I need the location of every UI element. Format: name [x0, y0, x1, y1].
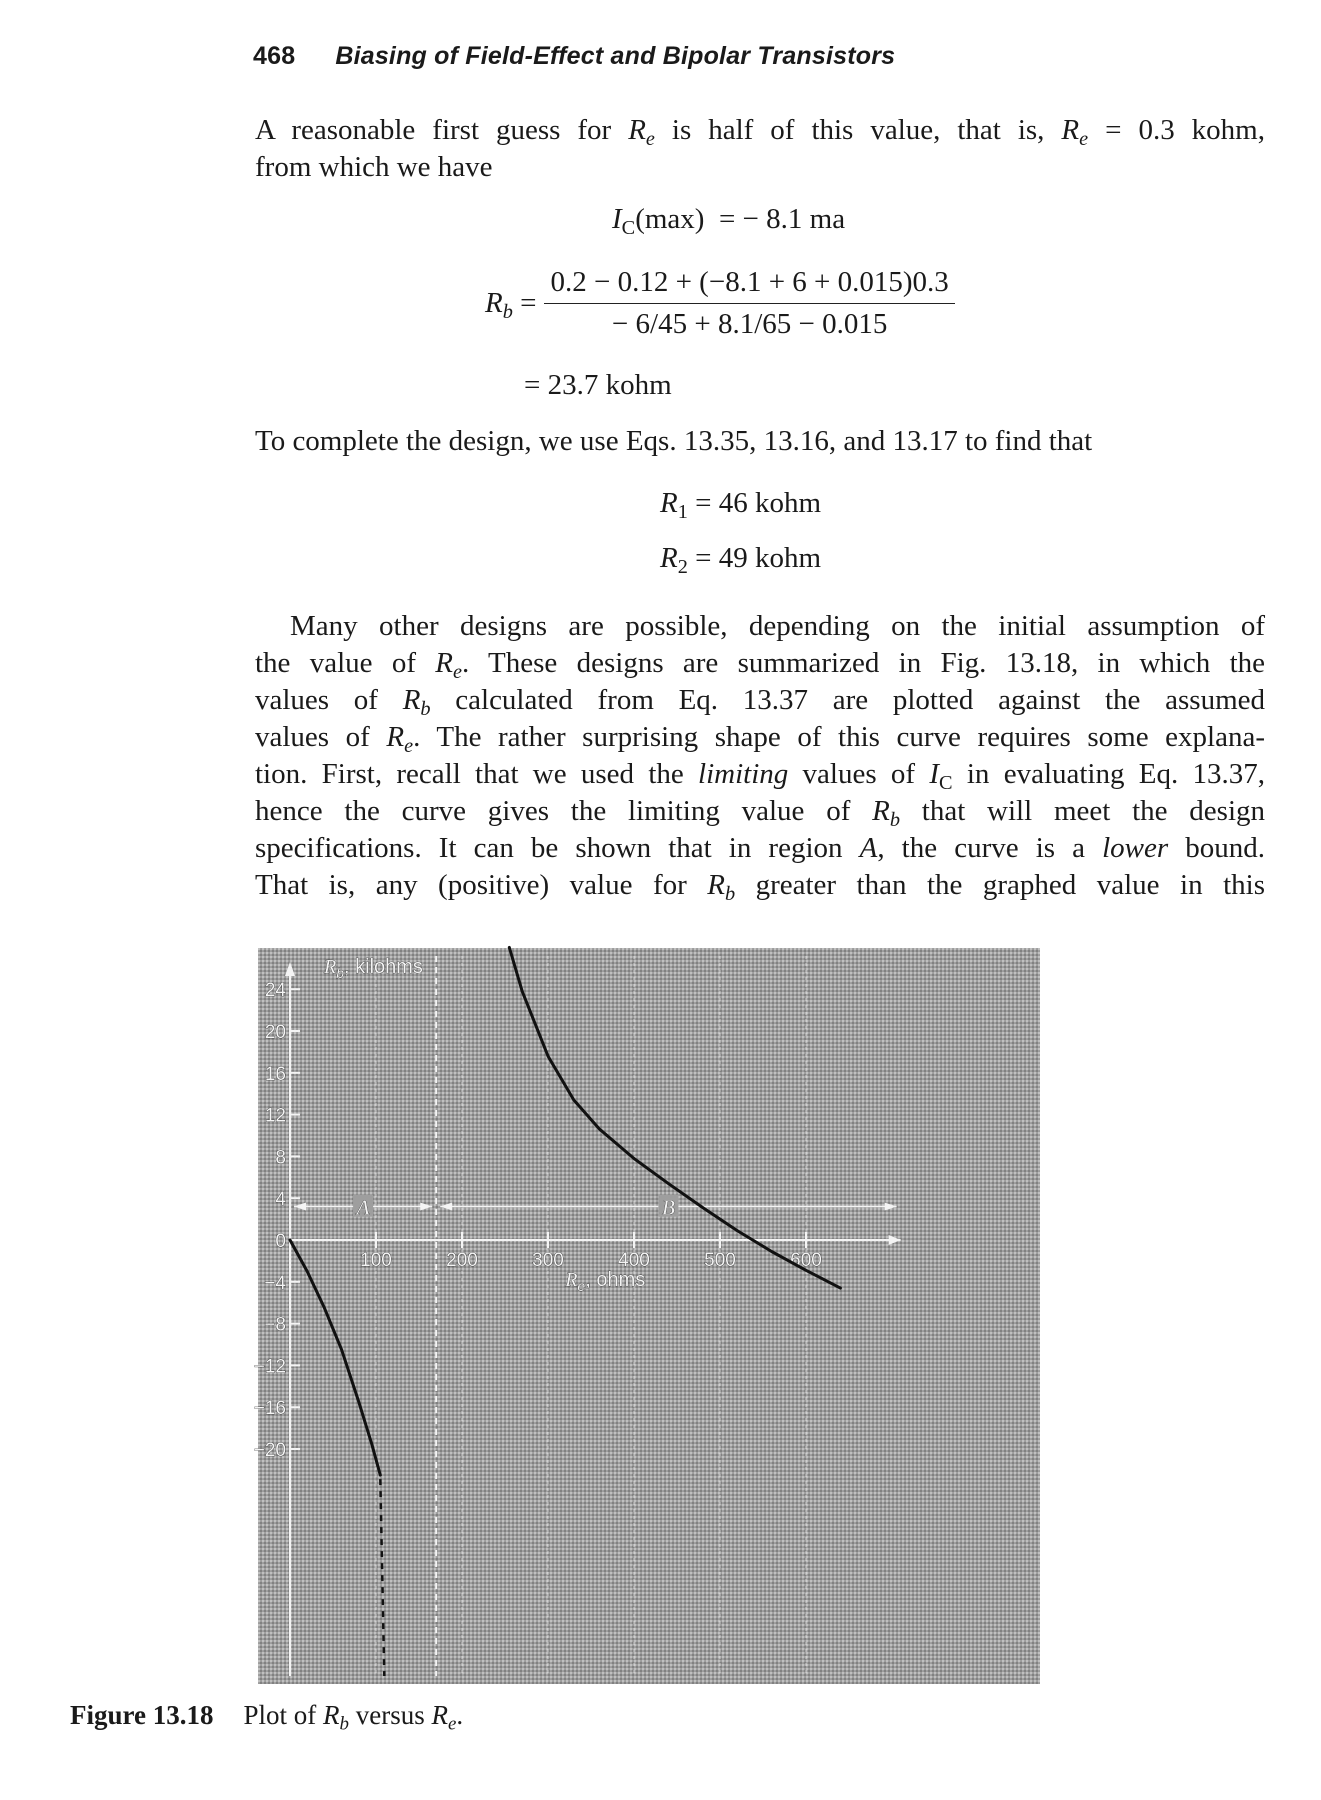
x-axis-label: $R_e$, ohms — [565, 1269, 646, 1294]
denominator: − 6/45 + 8.1/65 − 0.015 — [611, 308, 888, 340]
paragraph-line: That is, any (positive) value for $R_b$ greater than the graphed value in this — [255, 869, 1265, 906]
y-tick-label: −12 — [253, 1356, 286, 1378]
paragraph-intro — [255, 112, 1265, 186]
region-label: A — [356, 1195, 370, 1220]
paragraph-design — [255, 423, 1265, 460]
paragraph-line: Many other designs are possible, depending on the initial assumption of — [290, 610, 1265, 642]
caption-text: Plot of $R_b$ versus $R_e$. — [243, 1700, 464, 1735]
paragraph-line: from which we have — [255, 151, 493, 183]
equation-ic-max: $I_C(\max)$ = − 8.1 ma — [612, 203, 846, 240]
y-tick-label: 4 — [275, 1189, 286, 1211]
y-tick-label: 8 — [275, 1147, 286, 1169]
figure-label: Figure 13.18 — [70, 1700, 214, 1730]
x-tick-label: 500 — [704, 1250, 736, 1271]
region-arrowhead — [885, 1203, 897, 1211]
numerator: 0.2 − 0.12 + (−8.1 + 6 + 0.015)0.3 — [544, 266, 954, 304]
x-tick-label: 300 — [532, 1250, 564, 1271]
paragraph-line: values of $R_b$ calculated from Eq. 13.37 are plotted against the assumed — [255, 684, 1265, 721]
y-tick-label: 12 — [264, 1105, 286, 1127]
y-tick-label: −16 — [253, 1398, 286, 1420]
y-tick-label: 16 — [264, 1063, 286, 1085]
region-label: B — [661, 1195, 675, 1220]
paragraph-line: the value of $R_e$. These designs are summarized in Fig. 13.18, in which the — [255, 647, 1265, 684]
series-line-region-b — [509, 947, 840, 1288]
paragraph-line: values of $R_e$. The rather surprising shape of this curve requires some explana- — [255, 721, 1265, 758]
paragraph-line: hence the curve gives the limiting value of $R_b$ that will meet the design — [255, 795, 1266, 832]
y-tick-label: −4 — [264, 1272, 286, 1294]
y-tick-label: 24 — [264, 980, 286, 1002]
x-tick-label: 600 — [790, 1250, 822, 1271]
figure-13-18 — [253, 948, 1040, 1684]
y-tick-label: −8 — [264, 1314, 286, 1336]
y-axis-arrow — [285, 962, 295, 976]
equation-r1: $R_1 = 46$ kohm — [660, 487, 822, 524]
y-axis-label: $R_b$, kilohms — [324, 956, 423, 982]
fraction — [544, 266, 954, 341]
paragraph-line: tion. First, recall that we used the limiting values of $I_C$ in evaluating Eq. 13.37, — [255, 758, 1266, 795]
y-tick-label: −20 — [253, 1440, 286, 1461]
figure-caption — [70, 1700, 464, 1735]
paragraph-line: To complete the design, we use Eqs. 13.35, 13.16, and 13.17 to find that — [255, 425, 1093, 457]
equation-rb: $R_b$ = $\frac{0.2 - 0.12 + (-8.1 + 6 + 0.015)0.3}{- 6/45 + 8.1/65 - 0.015}$ — [485, 266, 955, 341]
x-tick-label: 400 — [618, 1250, 650, 1271]
region-arrowhead — [420, 1203, 432, 1211]
running-header — [253, 42, 895, 71]
series-continuation — [380, 1479, 384, 1676]
rb-vs-re-chart — [253, 948, 1040, 1684]
equation-rb-result: = 23.7 kohm — [524, 369, 672, 401]
paragraph-discussion — [255, 608, 1265, 904]
paragraph-line: specifications. It can be shown that in region A, the curve is a lower bound. — [255, 832, 1266, 864]
y-tick-label: 0 — [275, 1231, 286, 1252]
series-line-region-a — [290, 1240, 380, 1475]
x-axis-arrow — [889, 1235, 901, 1245]
equation-r2: $R_2 = 49$ kohm — [660, 542, 822, 579]
region-arrowhead — [440, 1203, 452, 1211]
paragraph-line: A reasonable first guess for $R_e$ is half of this value, that is, $R_e = 0.3$ kohm, — [255, 114, 1265, 151]
page-number: 468 — [253, 42, 296, 70]
x-tick-label: 200 — [446, 1250, 478, 1271]
x-tick-label: 100 — [360, 1250, 392, 1271]
y-tick-label: 20 — [264, 1022, 286, 1043]
chapter-title: Biasing of Field-Effect and Bipolar Transistors — [335, 42, 896, 70]
region-arrowhead — [294, 1203, 306, 1211]
